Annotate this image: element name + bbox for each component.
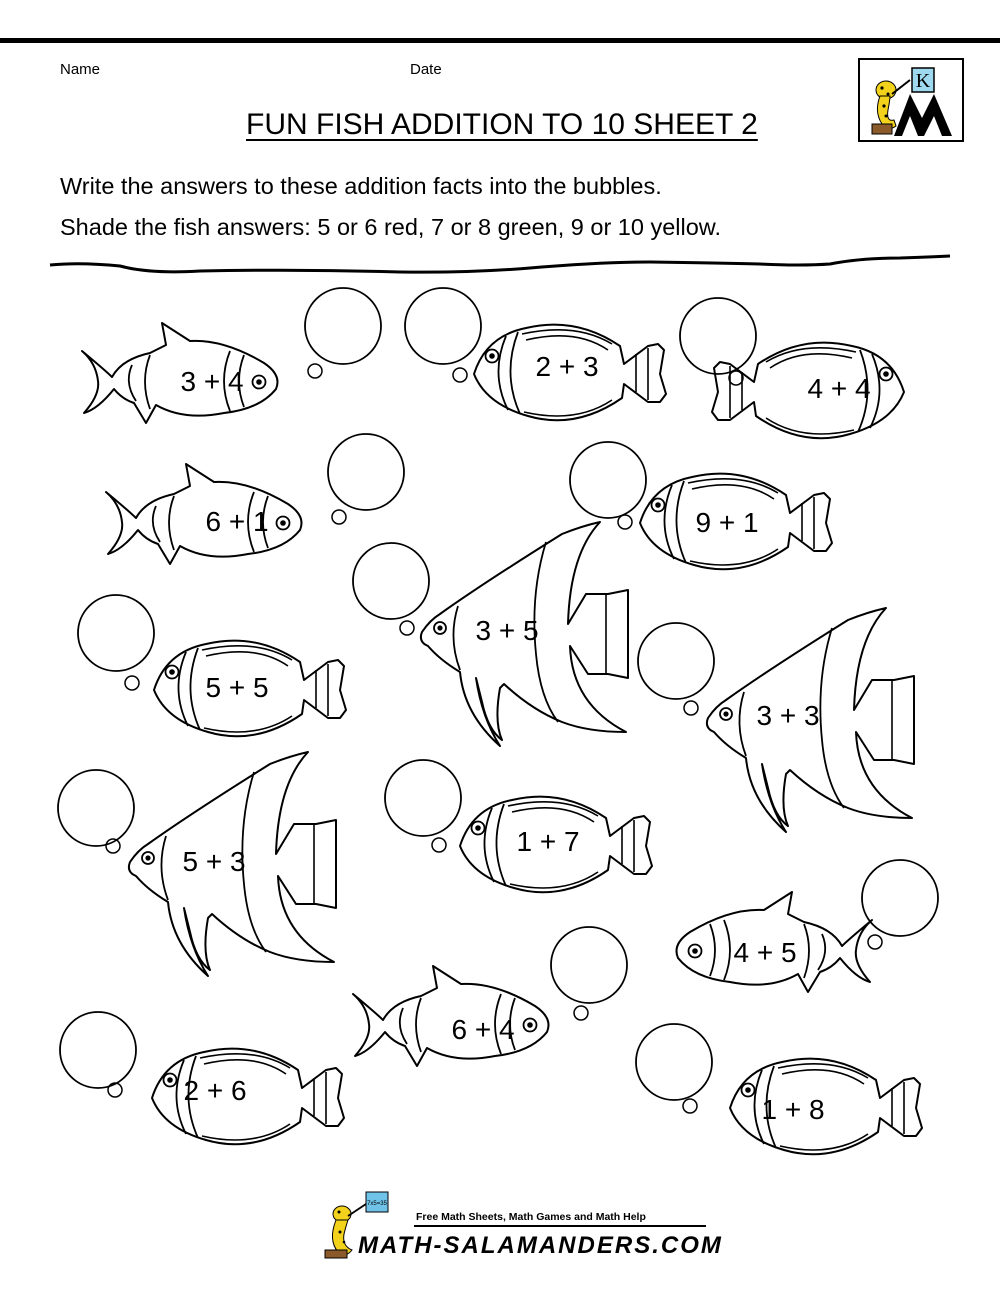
- thought-dot: [868, 935, 882, 949]
- thought-dot: [683, 1099, 697, 1113]
- problem-1-text: 3 + 4: [180, 366, 244, 397]
- answer-bubble: [353, 543, 429, 619]
- thought-dot: [453, 368, 467, 382]
- answer-bubble: [385, 760, 461, 836]
- answer-bubble: [405, 288, 481, 364]
- answer-bubble: [58, 770, 134, 846]
- answer-bubble: [60, 1012, 136, 1088]
- name-label: Name: [60, 61, 101, 78]
- problem-2-text: 2 + 3: [535, 351, 599, 382]
- fish-group-4: [106, 434, 404, 564]
- thought-dot: [108, 1083, 122, 1097]
- problem-8-text: 3 + 3: [756, 700, 820, 731]
- thought-dot: [432, 838, 446, 852]
- problem-9-text: 5 + 3: [182, 846, 246, 877]
- water-line: [50, 256, 950, 272]
- instruction-line-1: Write the answers to these addition facts into the bubbles.: [60, 173, 662, 199]
- problem-14-text: 1 + 8: [761, 1094, 825, 1125]
- fish-group-3: [680, 298, 904, 438]
- thought-dot: [400, 621, 414, 635]
- thought-dot: [684, 701, 698, 715]
- thought-dot: [574, 1006, 588, 1020]
- problem-3-text: 4 + 4: [807, 373, 871, 404]
- problem-10-text: 1 + 7: [516, 826, 580, 857]
- page-title: FUN FISH ADDITION TO 10 SHEET 2: [246, 108, 758, 141]
- problem-4-text: 6 + 1: [205, 506, 269, 537]
- fish-group-1: [82, 288, 381, 423]
- problem-12-text: 6 + 4: [451, 1014, 515, 1045]
- thought-dot: [618, 515, 632, 529]
- answer-bubble: [570, 442, 646, 518]
- problem-5-text: 9 + 1: [695, 507, 759, 538]
- problem-11-text: 4 + 5: [733, 937, 797, 968]
- fish-group-7: [78, 595, 346, 736]
- instruction-line-2: Shade the fish answers: 5 or 6 red, 7 or 8 green, 9 or 10 yellow.: [60, 214, 721, 240]
- problem-6-text: 3 + 5: [475, 615, 539, 646]
- fish-group-14: [636, 1024, 922, 1154]
- footer-tagline: Free Math Sheets, Math Games and Math Help: [416, 1211, 646, 1223]
- answer-bubble: [551, 927, 627, 1003]
- footer-site-link[interactable]: MATH-SALAMANDERS.COM: [358, 1232, 723, 1259]
- answer-bubble: [78, 595, 154, 671]
- svg-text:K: K: [915, 70, 931, 92]
- thought-dot: [308, 364, 322, 378]
- answer-bubble: [862, 860, 938, 936]
- problem-13-text: 2 + 6: [183, 1075, 247, 1106]
- problem-7-text: 5 + 5: [205, 672, 269, 703]
- fish-group-11: [677, 860, 939, 992]
- thought-dot: [332, 510, 346, 524]
- thought-dot: [125, 676, 139, 690]
- fish-group-5: [570, 442, 832, 569]
- answer-bubble: [638, 623, 714, 699]
- answer-bubble: [636, 1024, 712, 1100]
- svg-text:7x5=35: 7x5=35: [367, 1201, 387, 1207]
- date-label: Date: [410, 61, 442, 78]
- thought-dot: [729, 371, 743, 385]
- answer-bubble: [305, 288, 381, 364]
- answer-bubble: [328, 434, 404, 510]
